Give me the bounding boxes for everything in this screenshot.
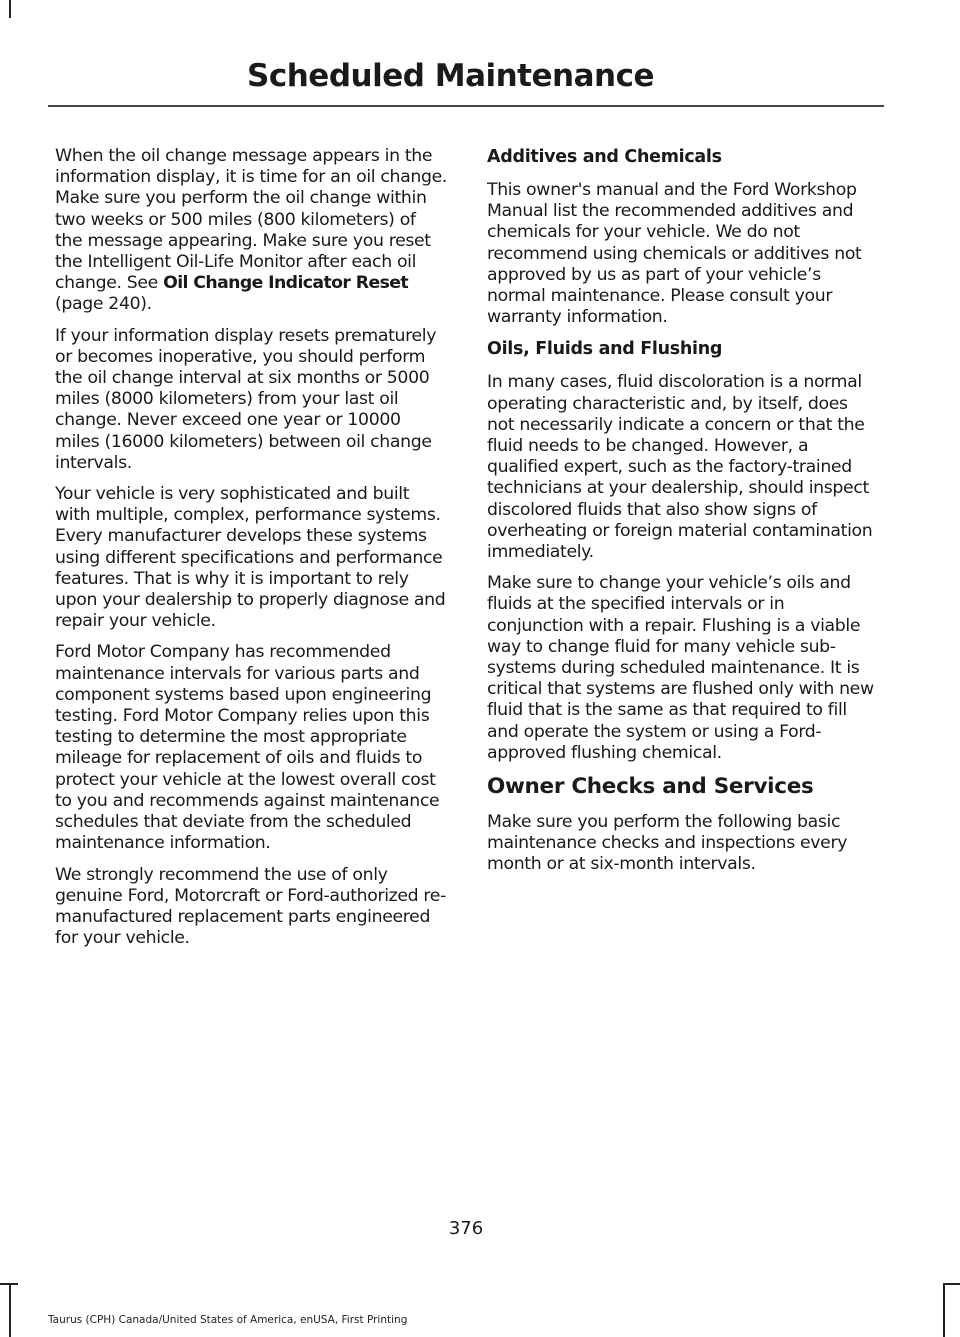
paragraph-additives: This owner's manual and the Ford Workshop Manual list the recommended additives and chemicals for your vehicle. We do not recommend using chemicals or additives not approved by us as part of your vehicle’s normal maintenance. Please consult your warranty information. bbox=[487, 180, 862, 328]
edition-footer: Taurus (CPH) Canada/United States of America, enUSA, First Printing bbox=[48, 1314, 408, 1326]
heading-additives-chemicals: Additives and Chemicals bbox=[487, 147, 722, 167]
page-title: Scheduled Maintenance bbox=[247, 58, 654, 94]
crop-mark-bottom-left bbox=[9, 1283, 11, 1337]
crop-mark-bottom-left-foot bbox=[0, 1283, 18, 1285]
paragraph-owner-checks: Make sure you perform the following basic maintenance checks and inspections every month or at six-month intervals. bbox=[487, 812, 848, 875]
crop-mark-bottom-right-foot bbox=[943, 1283, 960, 1285]
paragraph-genuine-parts: We strongly recommend the use of only genuine Ford, Motorcraft or Ford-authorized re-manufactured replacement parts engineered for your vehicle. bbox=[55, 864, 446, 949]
heading-oils-fluids-flushing: Oils, Fluids and Flushing bbox=[487, 339, 723, 360]
paragraph-sophisticated-vehicle: Your vehicle is very sophisticated and built with multiple, complex, performance systems. Every manufacturer develops these systems using different specifications and performance features. That is why it is important to rely upon your dealership to properly diagnose and repair your vehicle. bbox=[55, 484, 446, 632]
paragraph-display-resets: If your information display resets prematurely or becomes inoperative, you should perform the oil change interval at six months or 5000 miles (8000 kilometers) from your last oil change. Never exceed one year or 10000 miles (16000 kilometers) between oil change intervals. bbox=[55, 325, 437, 473]
page-number: 376 bbox=[448, 1218, 484, 1239]
cross-reference-link[interactable]: Oil Change Indicator Reset bbox=[163, 273, 409, 294]
header-divider bbox=[48, 105, 884, 107]
heading-owner-checks: Owner Checks and Services bbox=[487, 774, 814, 800]
crop-mark-top-left bbox=[9, 0, 11, 18]
page-reference: (page 240). bbox=[55, 294, 152, 315]
left-column bbox=[55, 146, 448, 959]
paragraph-fluid-discoloration: In many cases, fluid discoloration is a normal operating characteristic and, by itself, does not necessarily indicate a concern or that the fluid needs to be changed. However, a qualified expert, such as the factory-trained technicians at your dealership, should inspect discolored fluids that also show signs of overheating or foreign material contamination immediately. bbox=[487, 372, 873, 563]
paragraph-flushing: Make sure to change your vehicle’s oils and fluids at the specified intervals or in conjunction with a repair. Flushing is a viable way to change fluid for many vehicle sub-systems during scheduled maintenance. It is critical that systems are flushed only with new fluid that is the same as that required to fill and operate the system or using a Ford-approved flushing chemical. bbox=[487, 573, 874, 763]
paragraph-text: When the oil change message appears in the information display, it is time for an oil change. Make sure you perform the oil change within two weeks or 500 miles (800 kilometers) of the message appearing. Make sure you reset the Intelligent Oil-Life Monitor after each oil change. See bbox=[55, 146, 448, 294]
paragraph-recommended-intervals: Ford Motor Company has recommended maintenance intervals for various parts and component systems based upon engineering testing. Ford Motor Company relies upon this testing to determine the most appropriate mileage for replacement of oils and fluids to protect your vehicle at the lowest overall cost to you and recommends against maintenance schedules that deviate from the scheduled maintenance information. bbox=[55, 642, 440, 854]
right-column bbox=[487, 146, 880, 886]
crop-mark-bottom-right bbox=[943, 1283, 945, 1337]
paragraph-oil-change-message bbox=[55, 146, 448, 316]
